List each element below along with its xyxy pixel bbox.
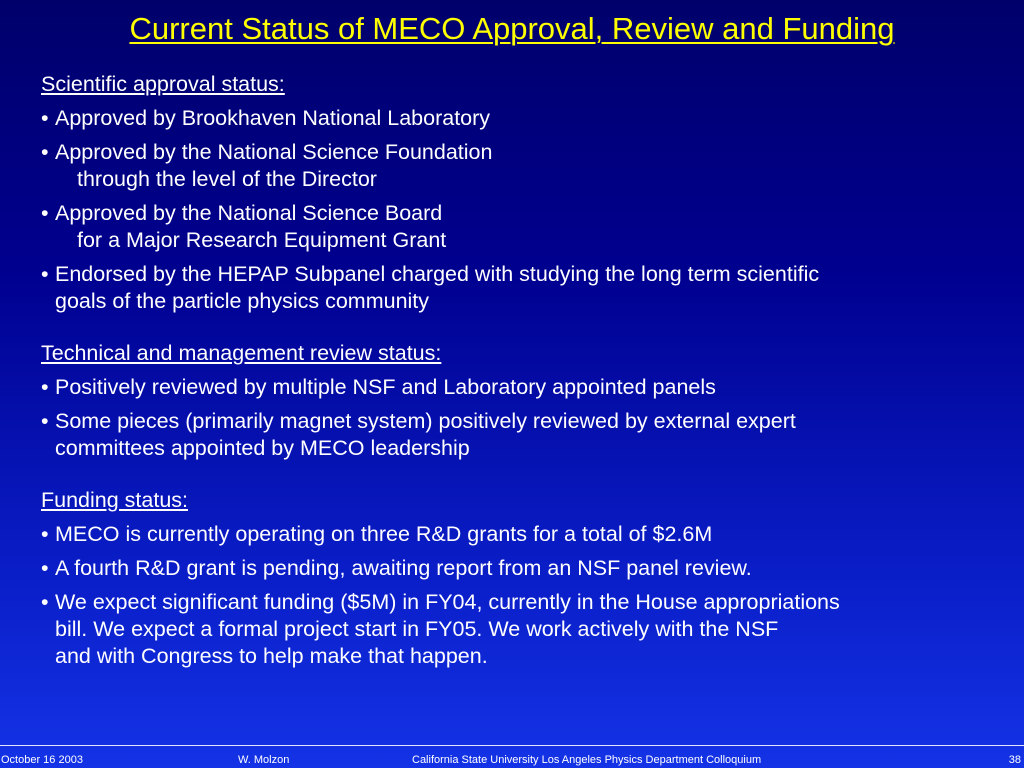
section-heading: Scientific approval status: xyxy=(41,72,285,96)
bullet-item xyxy=(41,200,1011,254)
bullet-glyph: • xyxy=(41,140,49,164)
bullet-glyph: • xyxy=(41,556,49,580)
bullet-text: Some pieces (primarily magnet system) positively reviewed by external expert xyxy=(55,409,796,433)
bullet-glyph: • xyxy=(41,106,49,130)
slide-title: Current Status of MECO Approval, Review and Funding xyxy=(129,11,895,46)
bullet-text: A fourth R&D grant is pending, awaiting report from an NSF panel review. xyxy=(55,556,752,580)
bullet-text-continuation: through the level of the Director xyxy=(77,167,377,191)
bullet-text: Approved by the National Science Board xyxy=(55,201,443,225)
bullet-text: Approved by the National Science Foundation xyxy=(55,140,493,164)
bullet-glyph: • xyxy=(41,590,49,614)
bullet-text-continuation: and with Congress to help make that happen. xyxy=(55,644,488,668)
bullet-glyph: • xyxy=(41,262,49,286)
section-funding xyxy=(41,487,1011,670)
footer-author: W. Molzon xyxy=(238,754,290,766)
bullet-text-continuation: bill. We expect a formal project start in FY05. We work actively with the NSF xyxy=(55,617,779,641)
footer-date: October 16 2003 xyxy=(1,754,83,766)
bullet-text: MECO is currently operating on three R&D grants for a total of $2.6M xyxy=(55,522,713,546)
footer-divider xyxy=(0,745,1024,746)
bullet-glyph: • xyxy=(41,201,49,225)
bullet-item xyxy=(41,555,1011,582)
bullet-item xyxy=(41,589,1011,670)
bullet-item xyxy=(41,408,1011,462)
bullet-item xyxy=(41,105,1011,132)
bullet-item xyxy=(41,374,1011,401)
section-heading: Funding status: xyxy=(41,488,189,512)
footer-venue: California State University Los Angeles Physics Department Colloquium xyxy=(412,754,762,766)
bullet-text-continuation: committees appointed by MECO leadership xyxy=(55,436,470,460)
bullet-text-continuation: goals of the particle physics community xyxy=(55,289,430,313)
bullet-text-continuation: for a Major Research Equipment Grant xyxy=(77,228,447,252)
bullet-text: Endorsed by the HEPAP Subpanel charged with studying the long term scientific xyxy=(55,262,820,286)
bullet-glyph: • xyxy=(41,522,49,546)
bullet-glyph: • xyxy=(41,409,49,433)
bullet-item xyxy=(41,139,1011,193)
bullet-text: We expect significant funding ($5M) in FY04, currently in the House appropriations xyxy=(55,590,840,614)
slide-number: 38 xyxy=(1008,754,1021,766)
bullet-text: Positively reviewed by multiple NSF and Laboratory appointed panels xyxy=(55,375,716,399)
bullet-text: Approved by Brookhaven National Laboratory xyxy=(55,106,491,130)
section-heading: Technical and management review status: xyxy=(41,341,442,365)
slide-body xyxy=(41,71,1011,695)
section-technical-review xyxy=(41,340,1011,462)
bullet-glyph: • xyxy=(41,375,49,399)
bullet-item xyxy=(41,261,1011,315)
bullet-item xyxy=(41,521,1011,548)
section-scientific-approval xyxy=(41,71,1011,315)
